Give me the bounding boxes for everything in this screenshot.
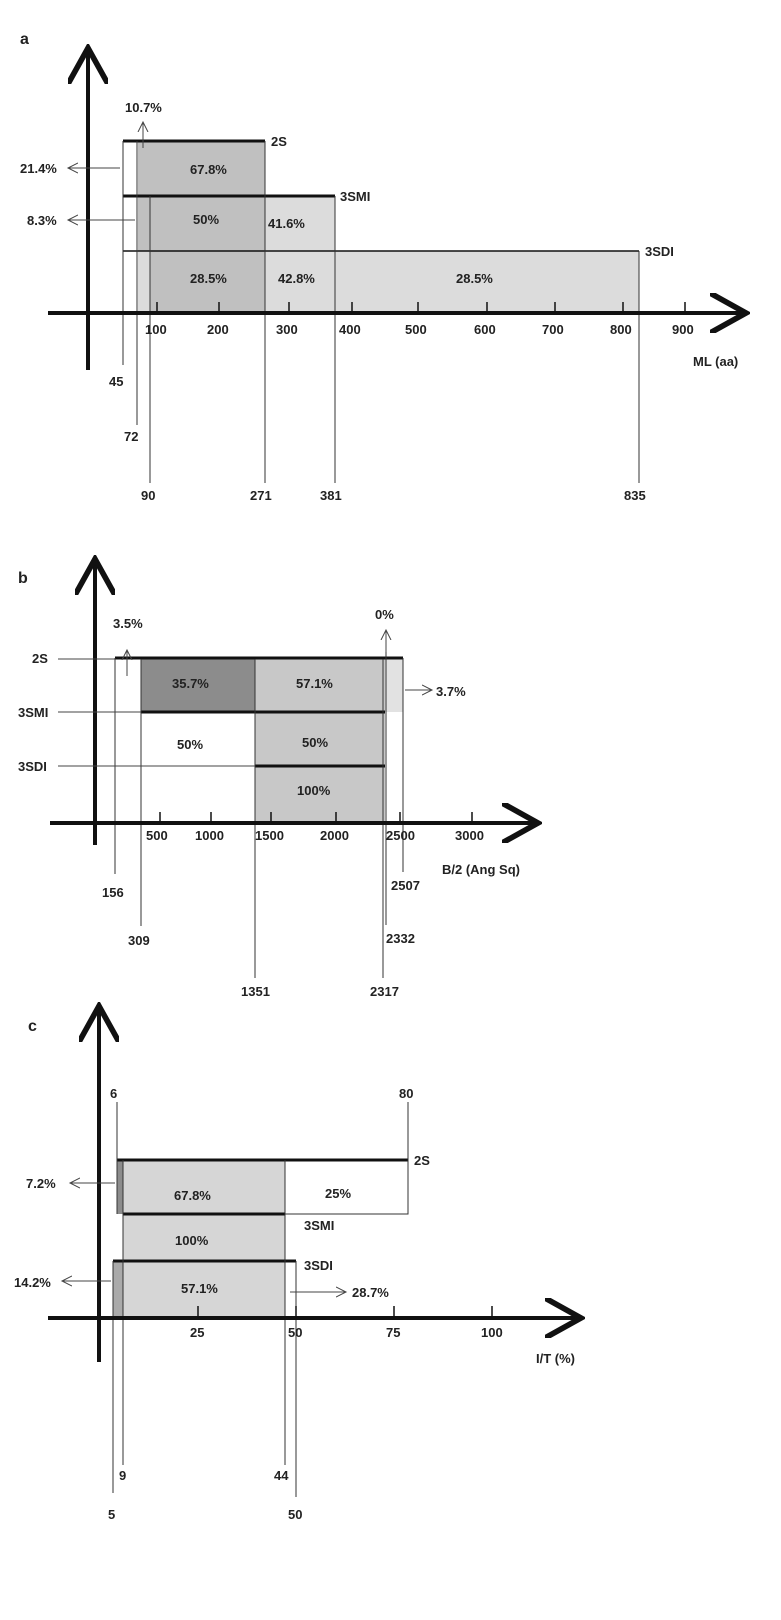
tick-label: 25 [190, 1325, 205, 1340]
bar-label-2s: 2S [32, 651, 48, 666]
percent-label: 21.4% [20, 161, 57, 176]
bar-label-3sdi: 3SDI [645, 244, 674, 259]
percent-label: 57.1% [181, 1281, 218, 1296]
marker-label: 5 [108, 1507, 116, 1522]
panel-c [14, 1010, 577, 1522]
tick-label: 100 [481, 1325, 503, 1340]
percent-label: 50% [177, 737, 204, 752]
marker-label: 44 [274, 1468, 289, 1483]
bar-label-2s: 2S [271, 134, 287, 149]
tick-label: 2500 [386, 828, 415, 843]
percent-label: 0% [375, 607, 394, 622]
percent-label: 14.2% [14, 1275, 51, 1290]
bar-label-3smi: 3SMI [18, 705, 49, 720]
marker-label: 90 [141, 488, 156, 503]
percent-label: 3.5% [113, 616, 143, 631]
percent-label: 67.8% [190, 162, 227, 177]
marker-label: 381 [320, 488, 342, 503]
marker-label: 271 [250, 488, 272, 503]
tick-label: 400 [339, 322, 361, 337]
percent-label: 8.3% [27, 213, 57, 228]
bar-label-3smi: 3SMI [304, 1218, 335, 1233]
tick-label: 500 [405, 322, 427, 337]
marker-label: 50 [288, 1507, 303, 1522]
panel-b [18, 563, 534, 999]
percent-label: 28.5% [456, 271, 493, 286]
percent-label: 10.7% [125, 100, 162, 115]
marker-label: 2507 [391, 878, 420, 893]
percent-label: 42.8% [278, 271, 315, 286]
tick-label: 500 [146, 828, 168, 843]
percent-label: 28.5% [190, 271, 227, 286]
marker-label: 45 [109, 374, 124, 389]
percent-label: 67.8% [174, 1188, 211, 1203]
bar-label-2s: 2S [414, 1153, 430, 1168]
marker-label: 309 [128, 933, 150, 948]
marker-label: 2317 [370, 984, 399, 999]
percent-label: 35.7% [172, 676, 209, 691]
axis-title: B/2 (Ang Sq) [442, 862, 520, 877]
panel-a [20, 31, 742, 503]
tick-label: 700 [542, 322, 564, 337]
tick-label: 1000 [195, 828, 224, 843]
tick-label: 1500 [255, 828, 284, 843]
bar-label-3sdi: 3SDI [304, 1258, 333, 1273]
axis-title: ML (aa) [693, 354, 739, 369]
tick-label: 900 [672, 322, 694, 337]
bar-3sdi-side-block [138, 251, 150, 312]
marker-label: 6 [110, 1086, 118, 1101]
tick-label: 50 [288, 1325, 303, 1340]
tick-label: 2000 [320, 828, 349, 843]
percent-label: 3.7% [436, 684, 466, 699]
panel-b-label: b [18, 570, 28, 587]
bar-label-3smi: 3SMI [340, 189, 371, 204]
marker-label: 835 [624, 488, 646, 503]
tick-label: 300 [276, 322, 298, 337]
tick-label: 3000 [455, 828, 484, 843]
axis-title: I/T (%) [536, 1351, 575, 1366]
bar-3sdi-light-block [265, 251, 639, 312]
percent-label: 57.1% [296, 676, 333, 691]
bar-2s-dark-block [117, 1161, 123, 1214]
percent-label: 28.7% [352, 1285, 389, 1300]
tick-label: 600 [474, 322, 496, 337]
tick-label: 800 [610, 322, 632, 337]
bar-2s-right-block [385, 659, 403, 712]
marker-label: 156 [102, 885, 124, 900]
percent-label: 100% [297, 783, 331, 798]
percent-label: 25% [325, 1186, 352, 1201]
panel-c-label: c [28, 1018, 37, 1035]
marker-label: 9 [119, 1468, 127, 1483]
tick-label: 100 [145, 322, 167, 337]
bar-label-3sdi: 3SDI [18, 759, 47, 774]
percent-label: 50% [193, 212, 220, 227]
tick-label: 200 [207, 322, 229, 337]
tick-label: 75 [386, 1325, 401, 1340]
marker-label: 2332 [386, 931, 415, 946]
percent-label: 41.6% [268, 216, 305, 231]
bar-3sdi-dark-block [113, 1261, 123, 1318]
marker-label: 1351 [241, 984, 270, 999]
percent-label: 7.2% [26, 1176, 56, 1191]
marker-label: 72 [124, 429, 139, 444]
percent-label: 50% [302, 735, 329, 750]
marker-label: 80 [399, 1086, 414, 1101]
percent-label: 100% [175, 1233, 209, 1248]
panel-a-label: a [20, 31, 29, 48]
